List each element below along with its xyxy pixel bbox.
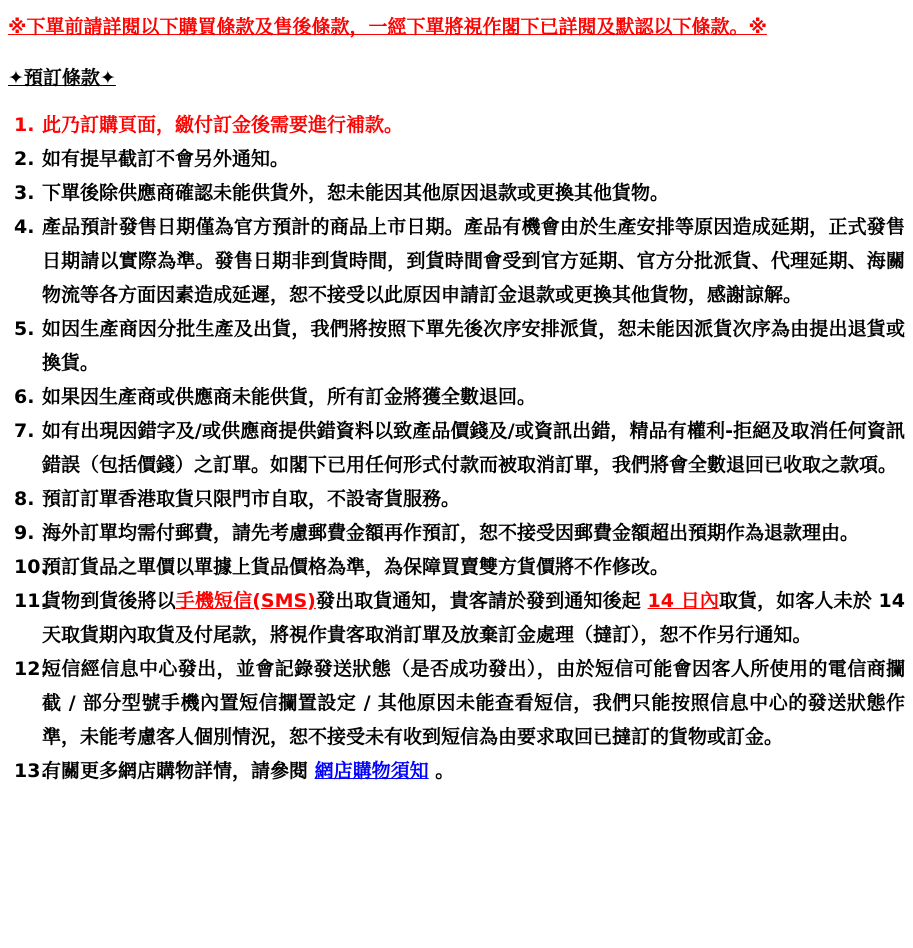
term-item [8, 652, 905, 754]
term-item [8, 516, 905, 550]
term-item [8, 108, 905, 142]
term-text: 預訂訂單香港取貨只限門市自取，不設寄貨服務。 [42, 488, 461, 510]
term-number: 6. [14, 386, 35, 408]
term-number: 3. [14, 182, 35, 204]
terms-list [8, 108, 905, 788]
term-text: 下單後除供應商確認未能供貨外，恕未能因其他原因退款或更換其他貨物。 [42, 182, 670, 204]
term-text: 預訂貨品之單價以單據上貨品價格為準，為保障買賣雙方貨價將不作修改。 [42, 556, 670, 578]
term-number: 5. [14, 318, 35, 340]
term-text: 此乃訂購頁面，繳付訂金後需要進行補款。 [42, 114, 404, 136]
term-number: 2. [14, 148, 35, 170]
term-text: 貨物到貨後將以手機短信(SMS)發出取貨通知，貴客請於發到通知後起 14 日內取貨，如客人未於 14 天取貨期內取貨及付尾款，將視作貴客取消訂單及放棄訂金處理（撻訂），恕不作另行通知。 [42, 590, 905, 646]
term-item [8, 176, 905, 210]
term-item [8, 380, 905, 414]
term-item [8, 312, 905, 380]
section-header-preorder-terms: ✦預訂條款✦ [8, 67, 116, 89]
sms-notice-highlight: 手機短信(SMS) [175, 590, 316, 612]
term-number: 12. [14, 658, 48, 680]
term-number: 13. [14, 760, 48, 782]
page-title: ※下單前請詳閱以下購買條款及售後條款，一經下單將視作閣下已詳閱及默認以下條款。※ [8, 16, 767, 38]
term-number: 8. [14, 488, 35, 510]
term-number: 1. [14, 114, 35, 136]
term-number: 10. [14, 556, 48, 578]
term-item [8, 584, 905, 652]
term-text: 如有出現因錯字及/或供應商提供錯資料以致產品價錢及/或資訊出錯，精品有權利-拒絕及取消任何資訊錯誤（包括價錢）之訂單。如閣下已用任何形式付款而被取消訂單，我們將會全數退回已收取之款項。 [42, 420, 905, 476]
term-text: 產品預計發售日期僅為官方預計的商品上市日期。產品有機會由於生產安排等原因造成延期，正式發售日期請以實際為準。發售日期非到貨時間，到貨時間會受到官方延期、官方分批派貨、代理延期、海關物流等各方面因素造成延遲，恕不接受以此原因申請訂金退款或更換其他貨物，感謝諒解。 [42, 216, 905, 306]
term-item [8, 482, 905, 516]
term-number: 7. [14, 420, 35, 442]
term-item [8, 550, 905, 584]
term-text: 如有提早截訂不會另外通知。 [42, 148, 290, 170]
term-text: 如果因生產商或供應商未能供貨，所有訂金將獲全數退回。 [42, 386, 537, 408]
term-item [8, 414, 905, 482]
term-number: 4. [14, 216, 35, 238]
term-number: 11. [14, 590, 48, 612]
term-text: 有關更多網店購物詳情，請參閱 網店購物須知 。 [42, 760, 455, 782]
term-number: 9. [14, 522, 35, 544]
term-item [8, 754, 905, 788]
pickup-deadline-highlight: 14 日內 [647, 590, 719, 612]
shop-guide-link[interactable]: 網店購物須知 [314, 760, 429, 782]
term-item [8, 210, 905, 312]
term-item [8, 142, 905, 176]
term-text: 短信經信息中心發出，並會記錄發送狀態（是否成功發出），由於短信可能會因客人所使用的電信商攔截 / 部分型號手機內置短信攔置設定 / 其他原因未能查看短信，我們只能按照信息中心的發送狀態作準，未能考慮客人個別情況，恕不接受未有收到短信為由要求取回已撻訂的貨物或訂金。 [42, 658, 905, 748]
term-text: 如因生產商因分批生產及出貨，我們將按照下單先後次序安排派貨，恕未能因派貨次序為由提出退貨或換貨。 [42, 318, 905, 374]
term-text: 海外訂單均需付郵費，請先考慮郵費金額再作預訂，恕不接受因郵費金額超出預期作為退款理由。 [42, 522, 860, 544]
